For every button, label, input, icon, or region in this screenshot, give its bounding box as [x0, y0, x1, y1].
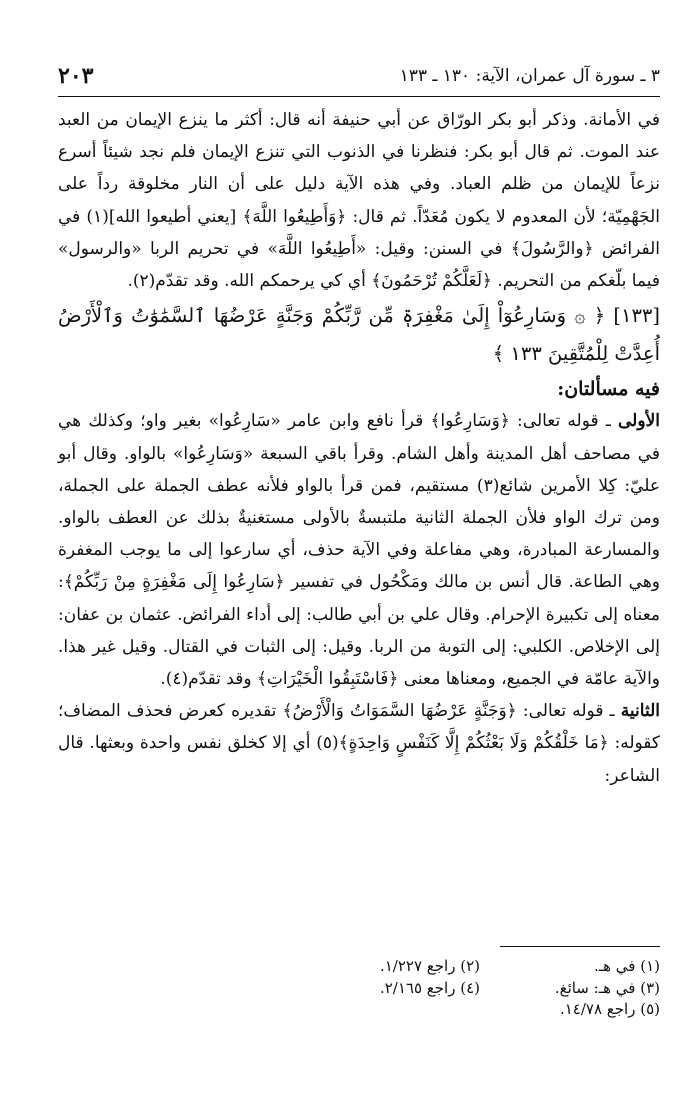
footnote-4: (٤) راجع ٢/١٦٥.	[379, 978, 480, 997]
verse-number: [١٣٣]	[613, 304, 661, 328]
first-issue-label: الأولى	[618, 411, 660, 432]
footnote-5: (٥) راجع ١٤/٧٨.	[559, 1000, 660, 1018]
running-header	[58, 60, 660, 92]
verse-text: ﴿ ۞ وَسَارِعُوٓاْ إِلَىٰ مَغْفِرَةٖ مِّن رَّبِّكُمْ وَجَنَّةٍ عَرْضُهَا ٱلسَّمَٰوَٰتُ وَٱلْأَرْضُ أُعِدَّتْ لِلْمُتَّقِينَ ١٣٣ ﴾	[58, 304, 660, 366]
second-issue-text: ـ قوله تعالى: ﴿وَجَنَّةٍ عَرْضُهَا السَّمَوَاتُ وَالْأَرْضُ﴾ تقديره كعرض فحذف المضاف؛ كقوله: ﴿مَا خَلْقُكُمْ وَلَا بَعْثُكُمْ إِلَّا كَنَفْسٍ وَاحِدَةٍ﴾(٥) أي إلا كخلق نفس واحدة وبعثها. قال الشاعر:	[58, 701, 660, 786]
second-issue-label: الثانية	[620, 701, 660, 722]
header-divider	[58, 96, 660, 97]
footnote-row	[58, 956, 660, 978]
header-title: ٣ ـ سورة آل عمران، الآية: ١٣٠ ـ ١٣٣	[399, 66, 660, 86]
page-body	[58, 104, 660, 792]
section-heading: فيه مسألتان:	[557, 378, 660, 401]
footnote-row	[58, 999, 660, 1021]
footnotes	[58, 956, 660, 1021]
quran-verse	[58, 297, 660, 373]
footnote-3: (٣) في هـ: سائغ.	[554, 978, 660, 997]
footnote-divider	[500, 946, 660, 947]
footnote-row	[58, 978, 660, 1000]
first-issue-text: ـ قوله تعالى: ﴿وَسَارِعُوا﴾ قرأ نافع وابن عامر «سَارِعُوا» بغير واو؛ وكذلك هي في مصاحف أهل المدينة وأهل الشام. وقرأ باقي السبعة «وَسَارِعُوا» بالواو. وقال أبو عليّ: كِلا الأمرين شائع(٣) مستقيم، فمن قرأ بالواو فلأنه عطف الجملة على الجملة، ومن ترك الواو فلأن الجملة الثانية ملتبسةٌ بالأولى مستغنيةٌ بذلك عن العطف بالواو. والمسارعة المبادرة، وهي مفاعلة وفي الآية حذف، أي سارعوا إلى ما يوجب المغفرة وهي الطاعة. قال أنس بن مالك ومَكْحُول في تفسير ﴿سَارِعُوا إِلَى مَغْفِرَةٍ مِنْ رَبِّكُمْ﴾: معناه إلى تكبيرة الإحرام. وقال علي بن أبي طالب: إلى أداء الفرائض. عثمان بن عفان: إلى الإخلاص. الكلبي: إلى التوبة من الربا. وقيل: إلى الثبات في القتال. وقيل غير هذا. والآية عامّة في الجميع، ومعناها معنى ﴿فَاسْتَبِقُوا الْخَيْرَاتِ﴾ وقد تقدّم(٤).	[58, 411, 660, 690]
footnote-1: (١) في هـ.	[593, 957, 660, 975]
paragraph-second-issue	[58, 695, 660, 792]
paragraph-commentary: في الأمانة. وذكر أبو بكر الورّاق عن أبي حنيفة أنه قال: أكثر ما ينزع الإيمان من العبد عند الموت. ثم قال أبو بكر: فنظرنا في الذنوب التي تنزع الإيمان فلم نجد شيئاً أسرع نزعاً للإيمان من ظلم العباد. وفي هذه الآية دليل على أن النار مخلوقة رداً على الجَهْمِيّة؛ لأن المعدوم لا يكون مُعَدّاً. ثم قال: ﴿وَأَطِيعُوا اللَّهَ﴾ [يعني أطيعوا الله](١) في الفرائض ﴿والرَّسُولَ﴾ في السنن: وقيل: «أَطِيعُوا اللَّهَ» في تحريم الربا «والرسول» فيما بلّغكم من التحريم. ﴿لَعَلَّكُمْ تُرْحَمُونَ﴾ أي كي يرحمكم الله. وقد تقدّم(٢).	[58, 110, 660, 292]
footnote-2: (٢) راجع ١/٢٢٧.	[379, 957, 480, 975]
paragraph-first-issue	[58, 405, 660, 695]
page-number: ٢٠٣	[58, 63, 94, 89]
